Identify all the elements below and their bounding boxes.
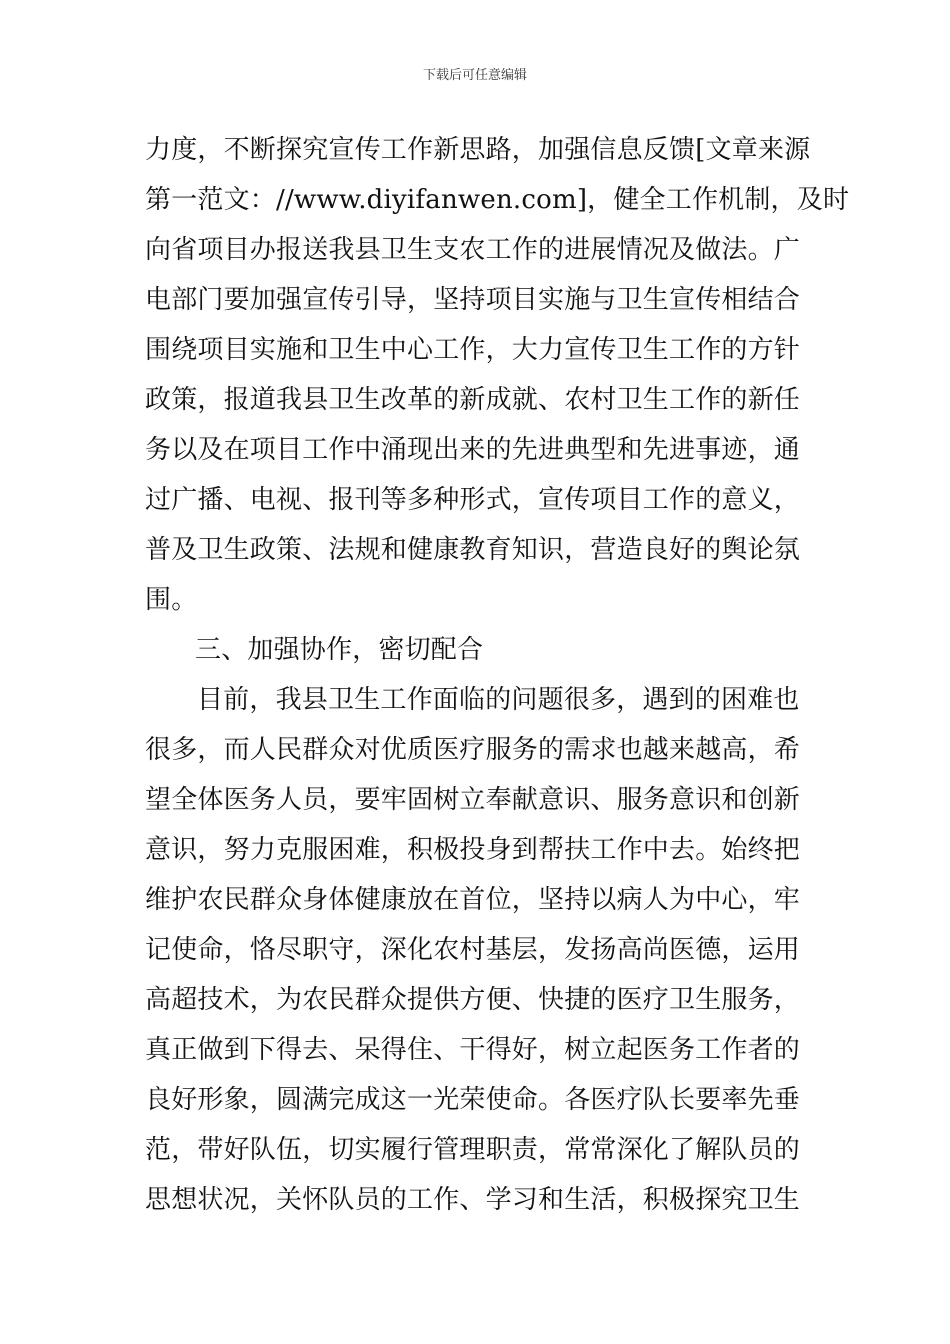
text-line: 高超技术，为农民群众提供方便、快捷的医疗卫生服务，: [145, 985, 801, 1015]
text-line: 良好形象，圆满完成这一光荣使命。各医疗队长要率先垂: [145, 1085, 801, 1115]
text-line: 范，带好队伍，切实履行管理职责，常常深化了解队员的: [145, 1135, 801, 1165]
text-line: 维护农民群众身体健康放在首位，坚持以病人为中心，牢: [145, 885, 801, 915]
paragraph-first-line: 目前，我县卫生工作面临的问题很多，遇到的困难也: [197, 685, 800, 715]
text-line: 意识，努力克服困难，积极投身到帮扶工作中去。始终把: [145, 835, 801, 865]
page-header: 下载后可任意编辑: [422, 68, 527, 83]
text-line: 普及卫生政策、法规和健康教育知识，营造良好的舆论氛: [145, 535, 801, 565]
text-line: 电部门要加强宣传引导，坚持项目实施与卫生宣传相结合: [145, 285, 801, 315]
text-line: 围。: [145, 585, 198, 615]
text-line: 第一范文：//www.diyifanwen.com]，健全工作机制，及时: [145, 185, 850, 215]
text-line: 真正做到下得去、呆得住、干得好，树立起医务工作者的: [145, 1035, 801, 1065]
text-line: 记使命，恪尽职守，深化农村基层，发扬高尚医德，运用: [145, 935, 801, 965]
text-line: 力度，不断探究宣传工作新思路，加强信息反馈[文章来源: [145, 135, 811, 165]
text-line: 向省项目办报送我县卫生支农工作的进展情况及做法。广: [145, 235, 801, 265]
text-line: 望全体医务人员，要牢固树立奉献意识、服务意识和创新: [145, 785, 801, 815]
section-heading: 三、加强协作，密切配合: [195, 635, 484, 665]
text-line: 政策，报道我县卫生改革的新成就、农村卫生工作的新任: [145, 385, 801, 415]
text-line: 很多，而人民群众对优质医疗服务的需求也越来越高，希: [145, 735, 801, 765]
text-line: 围绕项目实施和卫生中心工作，大力宣传卫生工作的方针: [145, 335, 801, 365]
text-line: 过广播、电视、报刊等多种形式，宣传项目工作的意义，: [145, 485, 801, 515]
text-line: 思想状况，关怀队员的工作、学习和生活，积极探究卫生: [145, 1185, 801, 1215]
text-line: 务以及在项目工作中涌现出来的先进典型和先进事迹，通: [145, 435, 801, 465]
